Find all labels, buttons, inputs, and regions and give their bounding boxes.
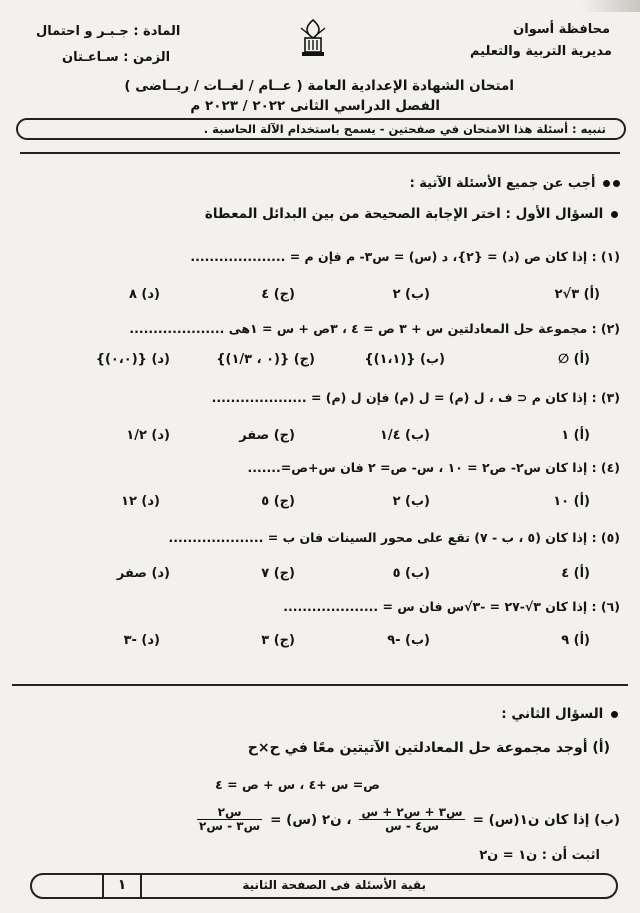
exam-title: امتحان الشهادة الإعدادية العامة ( عــام / لغــات / ريــاضى ) <box>124 78 514 94</box>
q1-item-3-opt-d: (د) ١/٢ <box>126 428 170 443</box>
q1-item-2-text: (٢) : مجموعة حل المعادلتين س + ٣ ص = ٤ ، ٣ص + س = ١هى .................... <box>129 321 620 336</box>
q1-item-2-opt-b: (ب) {(١،١)} <box>364 352 445 367</box>
instruction-line <box>410 176 620 191</box>
q1-item-1-opt-c: (ج) ٤ <box>261 287 295 302</box>
q2-title-text: السؤال الثاني : <box>501 706 604 722</box>
corner-shade <box>580 0 640 12</box>
q1-title-text: السؤال الأول : اختر الإجابة الصحيحة من بين البدائل المعطاة <box>204 206 604 222</box>
q1-item-2-opt-d: (د) {(٠،٠)} <box>95 352 170 367</box>
q1-item-2-opt-a: (أ) ∅ <box>558 352 590 367</box>
subject-label: المادة : جـبـر و احتمال <box>36 24 181 39</box>
instruction-text: أجب عن جميع الأسئلة الآتية : <box>409 176 596 191</box>
fraction-1-denominator: س٤ - س <box>385 819 439 833</box>
q1-item-4-opt-c: (ج) ٥ <box>261 494 295 509</box>
duration-label: الزمن : سـاعـتان <box>62 50 171 65</box>
bullet-icon <box>613 180 620 187</box>
q1-item-5-opt-a: (أ) ٤ <box>561 566 590 581</box>
bullet-icon <box>611 711 618 718</box>
footer-text: بقية الأسئلة فى الصفحة الثانية <box>242 878 426 892</box>
q1-item-6-opt-d: (د) -٣ <box>123 633 160 648</box>
q1-item-5-opt-d: (د) صفر <box>116 566 170 581</box>
q1-item-4-text: (٤) : إذا كان س٢- ص٢ = ١٠ ، س- ص= ٢ فان س+ص=....... <box>247 460 620 475</box>
q2-b-label: (ب) إذا كان ن١(س) = <box>472 811 620 828</box>
q1-item-3-opt-c: (ج) صفر <box>239 428 295 443</box>
q1-item-6-opt-b: (ب) -٩ <box>387 633 430 648</box>
notice-banner <box>16 118 626 140</box>
q2-b-line <box>197 806 620 833</box>
q1-item-6-opt-c: (ج) ٣ <box>261 633 295 648</box>
q1-item-1-opt-b: (ب) ٢ <box>392 287 430 302</box>
q1-item-1-text: (١) : إذا كان ص (د) = {٢}، د (س) = س٣- م فإن م = .................... <box>190 249 620 264</box>
q1-item-4-opt-a: (أ) ١٠ <box>553 494 590 509</box>
q1-item-3-opt-b: (ب) ١/٤ <box>379 428 430 443</box>
q2-a-text: (أ) أوجد مجموعة حل المعادلتين الآتيتين معًا في ح×ح <box>247 740 610 756</box>
fraction-1-numerator: س٣ + س٢ + س <box>361 805 463 819</box>
bullet-icon <box>603 180 610 187</box>
page-number: ١ <box>102 873 142 899</box>
q2-b-fraction-1 <box>359 806 464 833</box>
q1-item-1-opt-a: (أ) ٣√٢ <box>554 287 600 302</box>
q2-b-middle: ، ن٢ (س) = <box>270 811 352 828</box>
header-divider <box>20 152 620 154</box>
q1-item-4-opt-b: (ب) ٢ <box>392 494 430 509</box>
page-footer <box>30 873 618 899</box>
notice-text: تنبيه : أسئلة هذا الامتحان في صفحتين - يسمح باستخدام الآلة الحاسبة . <box>203 122 606 136</box>
emblem-logo <box>296 18 330 58</box>
term-title: الفصل الدراسي الثانى ٢٠٢٢ / ٢٠٢٣ م <box>190 98 440 114</box>
q1-item-5-text: (٥) : إذا كان (٥ ، ب - ٧) تقع على محور السينات فان ب = .................... <box>168 530 620 545</box>
q1-item-2-opt-c: (ج) {(٠ ، ١/٣)} <box>216 352 315 367</box>
q1-item-6-text: (٦) : إذا كان ٣√-٢٧ = -٣√س فان س = .................... <box>283 599 620 614</box>
q1-item-5-opt-c: (ج) ٧ <box>261 566 295 581</box>
directorate-label: مديرية التربية والتعليم <box>469 44 612 59</box>
q1-item-5-opt-b: (ب) ٥ <box>392 566 430 581</box>
q2-b-fraction-2 <box>197 806 262 833</box>
q2-a-equations: ص= س +٤ ، س + ص = ٤ <box>215 777 380 792</box>
q1-item-3-opt-a: (أ) ١ <box>561 428 590 443</box>
governorate-label: محافظة أسوان <box>513 22 610 37</box>
fraction-2-numerator: س٢ <box>197 806 262 820</box>
fraction-2-denominator: س٣ - س٢ <box>199 819 261 833</box>
q2-title <box>501 706 618 722</box>
q1-item-6-opt-a: (أ) ٩ <box>561 633 590 648</box>
q1-item-3-text: (٣) : إذا كان م ⊂ ف ، ل (م) = ل (م) فإن ل (م) = .................... <box>211 390 620 405</box>
section-divider <box>12 684 628 686</box>
q1-title <box>205 206 618 222</box>
bullet-icon <box>611 211 618 218</box>
q1-item-4-opt-d: (د) ١٢ <box>121 494 160 509</box>
q2-b-prove: اثبت أن : ن١ = ن٢ <box>479 848 600 863</box>
q1-item-1-opt-d: (د) ٨ <box>128 287 160 302</box>
